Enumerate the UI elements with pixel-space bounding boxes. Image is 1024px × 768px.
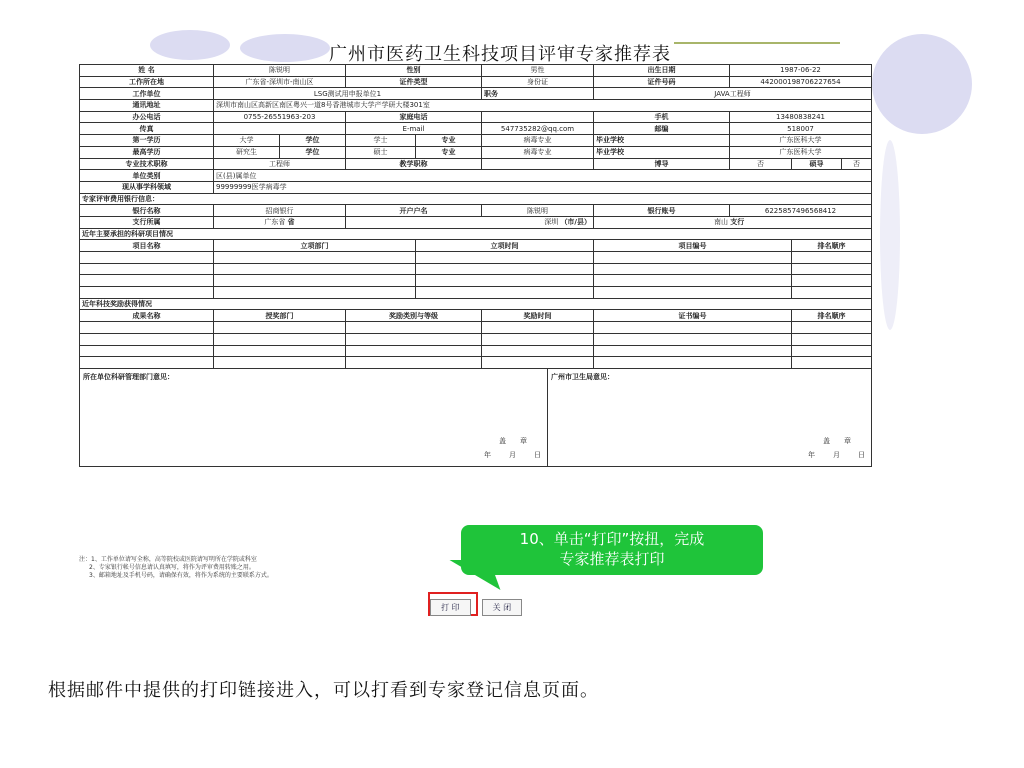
birth-label: 出生日期 [594, 65, 730, 77]
account-label: 银行账号 [594, 205, 730, 217]
location-label: 工作所在地 [80, 76, 214, 88]
projects-empty-row [80, 252, 872, 264]
gender-label: 性别 [346, 65, 482, 77]
tech-title-value: 工程师 [214, 158, 346, 170]
projects-empty-row [80, 287, 872, 299]
form-row-phone [80, 111, 872, 123]
awards-header-rank: 排名顺序 [792, 310, 872, 322]
email-value: 547735282@qq.com [482, 123, 594, 135]
callout-line-1: 10、单击“打印”按扭，完成 [519, 530, 705, 548]
form-row-branch [80, 216, 872, 228]
top-school-label: 毕业学校 [594, 146, 730, 158]
mobile-label: 手机 [594, 111, 730, 123]
birth-value: 1987-06-22 [730, 65, 872, 77]
top-major-label: 专业 [416, 146, 482, 158]
unit-day-label: 日 [534, 450, 541, 459]
cert-no-value: 442000198706227654 [730, 76, 872, 88]
callout-line-2: 专家推荐表打印 [559, 550, 665, 568]
awards-section-title: 近年科技奖励获得情况 [80, 298, 872, 310]
awards-empty-row [80, 357, 872, 369]
projects-empty-row [80, 275, 872, 287]
bureau-opinion-label: 广州市卫生局意见： [551, 372, 614, 381]
form-notes [79, 556, 273, 580]
tech-title-label: 专业技术职称 [80, 158, 214, 170]
unit-value: LSG测试用申报单位1 [214, 88, 482, 100]
opinions-row [80, 368, 872, 466]
decorative-circle [872, 34, 972, 134]
field-label: 现从事学科领域 [80, 181, 214, 193]
phd-value: 否 [730, 158, 792, 170]
form-row-first-education [80, 135, 872, 147]
branch-label: 支行所属 [80, 216, 214, 228]
projects-header-name: 项目名称 [80, 240, 214, 252]
unit-year-label: 年 [484, 450, 491, 459]
first-degree-label: 学位 [280, 135, 346, 147]
projects-header-number: 项目编号 [594, 240, 792, 252]
position-label: 职务 [482, 88, 594, 100]
holder-label: 开户户名 [346, 205, 482, 217]
bureau-month-label: 月 [833, 450, 841, 459]
postcode-label: 邮编 [594, 123, 730, 135]
awards-header-date: 奖励时间 [482, 310, 594, 322]
projects-header-date: 立项时间 [416, 240, 594, 252]
office-phone-label: 办公电话 [80, 111, 214, 123]
top-edu-label: 最高学历 [80, 146, 214, 158]
position-value: JAVA工程师 [594, 88, 872, 100]
first-school-value: 广东医科大学 [730, 135, 872, 147]
projects-header-rank: 排名顺序 [792, 240, 872, 252]
holder-value: 陈锐明 [482, 205, 594, 217]
form-row-field [80, 181, 872, 193]
top-degree-value: 硕士 [346, 146, 416, 158]
home-phone-label: 家庭电话 [346, 111, 482, 123]
district-value: 南山 [714, 218, 728, 227]
note-line: 注：1、工作单位请写全称，高等院校或医院请写明所在学院或科室 [79, 556, 257, 563]
teach-title-label: 教学职称 [346, 158, 482, 170]
bureau-date-labels [790, 450, 865, 460]
unit-type-label: 单位类别 [80, 170, 214, 182]
note-line: 3、邮箱地址及手机号码，请确保有效，将作为系统的主要联系方式。 [89, 572, 273, 579]
form-row-titles [80, 158, 872, 170]
unit-opinion-label: 所在单位科研管理部门意见： [83, 372, 174, 381]
awards-header-cert: 证书编号 [594, 310, 792, 322]
note-line: 2、专家银行帐号信息请认真填写，将作为评审费用转账之用。 [89, 564, 255, 571]
fax-value [214, 123, 346, 135]
office-phone-value: 0755-26551963-203 [214, 111, 346, 123]
form-title: 广州市医药卫生科技项目评审专家推荐表 [329, 44, 671, 65]
awards-empty-row [80, 322, 872, 334]
phd-label: 博导 [594, 158, 730, 170]
bureau-day-label: 日 [858, 450, 866, 459]
bureau-opinion-cell [548, 368, 872, 466]
cert-type-label: 证件类型 [346, 76, 482, 88]
branch-city [346, 216, 594, 228]
field-value: 99999999医学病毒学 [214, 181, 872, 193]
city-value: 深圳 [544, 218, 559, 227]
bank-label: 银行名称 [80, 205, 214, 217]
branch-province [214, 216, 346, 228]
top-major-value: 病毒专业 [482, 146, 594, 158]
province-suffix: 省 [287, 218, 295, 227]
projects-section-title: 近年主要承担的科研项目情况 [80, 228, 872, 240]
mobile-value: 13480838241 [730, 111, 872, 123]
bank-section-row [80, 193, 872, 205]
account-value: 6225857496568412 [730, 205, 872, 217]
top-degree-label: 学位 [280, 146, 346, 158]
unit-seal-label: 盖章 [499, 436, 541, 445]
master-value: 否 [842, 158, 872, 170]
top-school-value: 广东医科大学 [730, 146, 872, 158]
address-label: 通讯地址 [80, 100, 214, 112]
projects-header-row [80, 240, 872, 252]
email-label: E-mail [346, 123, 482, 135]
unit-label: 工作单位 [80, 88, 214, 100]
decorative-ellipse-right [880, 140, 900, 330]
form-row-bank [80, 205, 872, 217]
fax-label: 传真 [80, 123, 214, 135]
city-suffix: （市/县） [560, 218, 591, 227]
action-buttons [430, 595, 528, 616]
unit-type-value: 区(县)属单位 [214, 170, 872, 182]
form-row-fax [80, 123, 872, 135]
expert-form [79, 64, 871, 467]
bank-value: 招商银行 [214, 205, 346, 217]
projects-section-row [80, 228, 872, 240]
awards-header-category: 奖励类别与等级 [346, 310, 482, 322]
instruction-callout [461, 525, 763, 575]
branch-district [594, 216, 872, 228]
postcode-value: 518007 [730, 123, 872, 135]
form-row-unit [80, 88, 872, 100]
awards-header-dept: 授奖部门 [214, 310, 346, 322]
cert-type-value: 身份证 [482, 76, 594, 88]
slide-caption: 根据邮件中提供的打印链接进入，可以打看到专家登记信息页面。 [48, 680, 599, 701]
bureau-year-label: 年 [808, 450, 816, 459]
awards-header-name: 成果名称 [80, 310, 214, 322]
home-phone-value [482, 111, 594, 123]
name-label: 姓 名 [80, 65, 214, 77]
bank-section-title: 专家评审费用银行信息： [80, 193, 872, 205]
name-value: 陈锐明 [214, 65, 346, 77]
first-edu-value: 大学 [214, 135, 280, 147]
form-row-name [80, 65, 872, 77]
teach-title-value [482, 158, 594, 170]
first-major-value: 病毒专业 [482, 135, 594, 147]
branch-suffix: 支行 [730, 218, 745, 227]
awards-empty-row [80, 333, 872, 345]
first-major-label: 专业 [416, 135, 482, 147]
awards-header-row [80, 310, 872, 322]
print-button[interactable]: 打 印 [430, 599, 471, 616]
first-edu-label: 第一学历 [80, 135, 214, 147]
unit-month-label: 月 [509, 450, 516, 459]
projects-header-dept: 立项部门 [214, 240, 416, 252]
first-degree-value: 学士 [346, 135, 416, 147]
first-school-label: 毕业学校 [594, 135, 730, 147]
close-button[interactable]: 关 闭 [482, 599, 523, 616]
bureau-seal-label: 盖章 [823, 436, 866, 445]
form-row-location [80, 76, 872, 88]
top-edu-value: 研究生 [214, 146, 280, 158]
form-row-top-education [80, 146, 872, 158]
location-value: 广东省-深圳市-南山区 [214, 76, 346, 88]
form-row-unit-type [80, 170, 872, 182]
address-value: 深圳市南山区高新区南区粤兴一道8号香港城市大学产学研大楼301室 [214, 100, 872, 112]
projects-empty-row [80, 263, 872, 275]
form-row-address [80, 100, 872, 112]
awards-empty-row [80, 345, 872, 357]
cert-no-label: 证件号码 [594, 76, 730, 88]
awards-section-row [80, 298, 872, 310]
unit-opinion-cell [80, 368, 548, 466]
decorative-ellipse-left [150, 30, 230, 60]
province-value: 广东省 [264, 218, 286, 227]
unit-date-labels [466, 450, 541, 460]
master-label: 硕导 [792, 158, 842, 170]
gender-value: 男性 [482, 65, 594, 77]
